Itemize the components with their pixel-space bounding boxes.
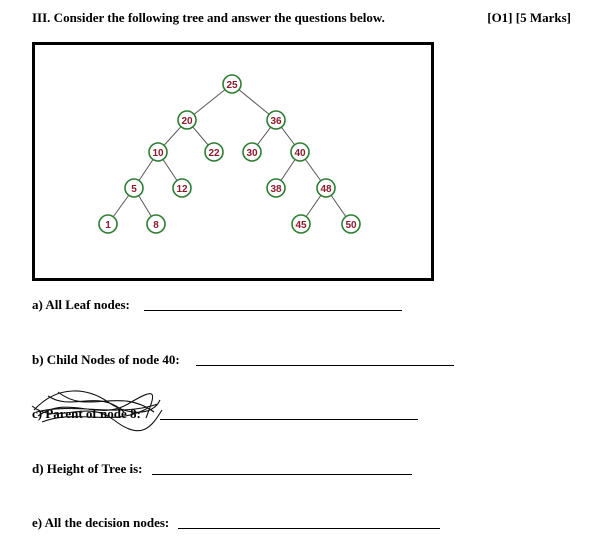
question-d-answer-line[interactable] <box>152 474 412 475</box>
tree-node-8 <box>147 215 165 233</box>
tree-node-45 <box>292 215 310 233</box>
tree-node-50 <box>342 215 360 233</box>
tree-node-38 <box>267 179 285 197</box>
svg-text:5: 5 <box>131 184 137 195</box>
question-c-label: c) Parent of node 8: <box>32 406 141 421</box>
tree-node-10 <box>149 143 167 161</box>
question-a-label: a) All Leaf nodes: <box>32 297 130 312</box>
svg-text:10: 10 <box>152 148 164 159</box>
svg-text:8: 8 <box>153 220 159 231</box>
question-a-answer-line[interactable] <box>144 310 402 311</box>
marks-label: [O1] [5 Marks] <box>487 10 571 25</box>
svg-text:45: 45 <box>295 220 307 231</box>
svg-text:48: 48 <box>320 184 332 195</box>
question-b-label: b) Child Nodes of node 40: <box>32 352 180 367</box>
tree-node-25 <box>223 75 241 93</box>
question-e-label: e) All the decision nodes: <box>32 515 170 530</box>
tree-edges <box>108 84 351 224</box>
scribble-strikeout <box>28 382 168 434</box>
svg-text:30: 30 <box>246 148 258 159</box>
svg-text:20: 20 <box>181 116 193 127</box>
svg-text:12: 12 <box>176 184 188 195</box>
tree-node-12 <box>173 179 191 197</box>
tree-node-5 <box>125 179 143 197</box>
svg-text:22: 22 <box>208 148 220 159</box>
svg-text:25: 25 <box>226 80 238 91</box>
tree-diagram <box>32 42 434 281</box>
tree-node-20 <box>178 111 196 129</box>
tree-node-48 <box>317 179 335 197</box>
tree-node-1 <box>99 215 117 233</box>
svg-text:50: 50 <box>345 220 357 231</box>
svg-text:40: 40 <box>294 148 306 159</box>
svg-text:38: 38 <box>270 184 282 195</box>
question-c-answer-line[interactable] <box>160 419 418 420</box>
question-b-answer-line[interactable] <box>196 365 454 366</box>
question-d-label: d) Height of Tree is: <box>32 461 143 476</box>
svg-text:1: 1 <box>105 220 111 231</box>
svg-text:36: 36 <box>270 116 282 127</box>
tree-node-36 <box>267 111 285 129</box>
tree-nodes <box>99 75 360 233</box>
tree-node-40 <box>291 143 309 161</box>
question-e-answer-line[interactable] <box>178 528 440 529</box>
tree-node-30 <box>243 143 261 161</box>
question-heading: III. Consider the following tree and answer the questions below. <box>32 10 385 25</box>
tree-node-22 <box>205 143 223 161</box>
